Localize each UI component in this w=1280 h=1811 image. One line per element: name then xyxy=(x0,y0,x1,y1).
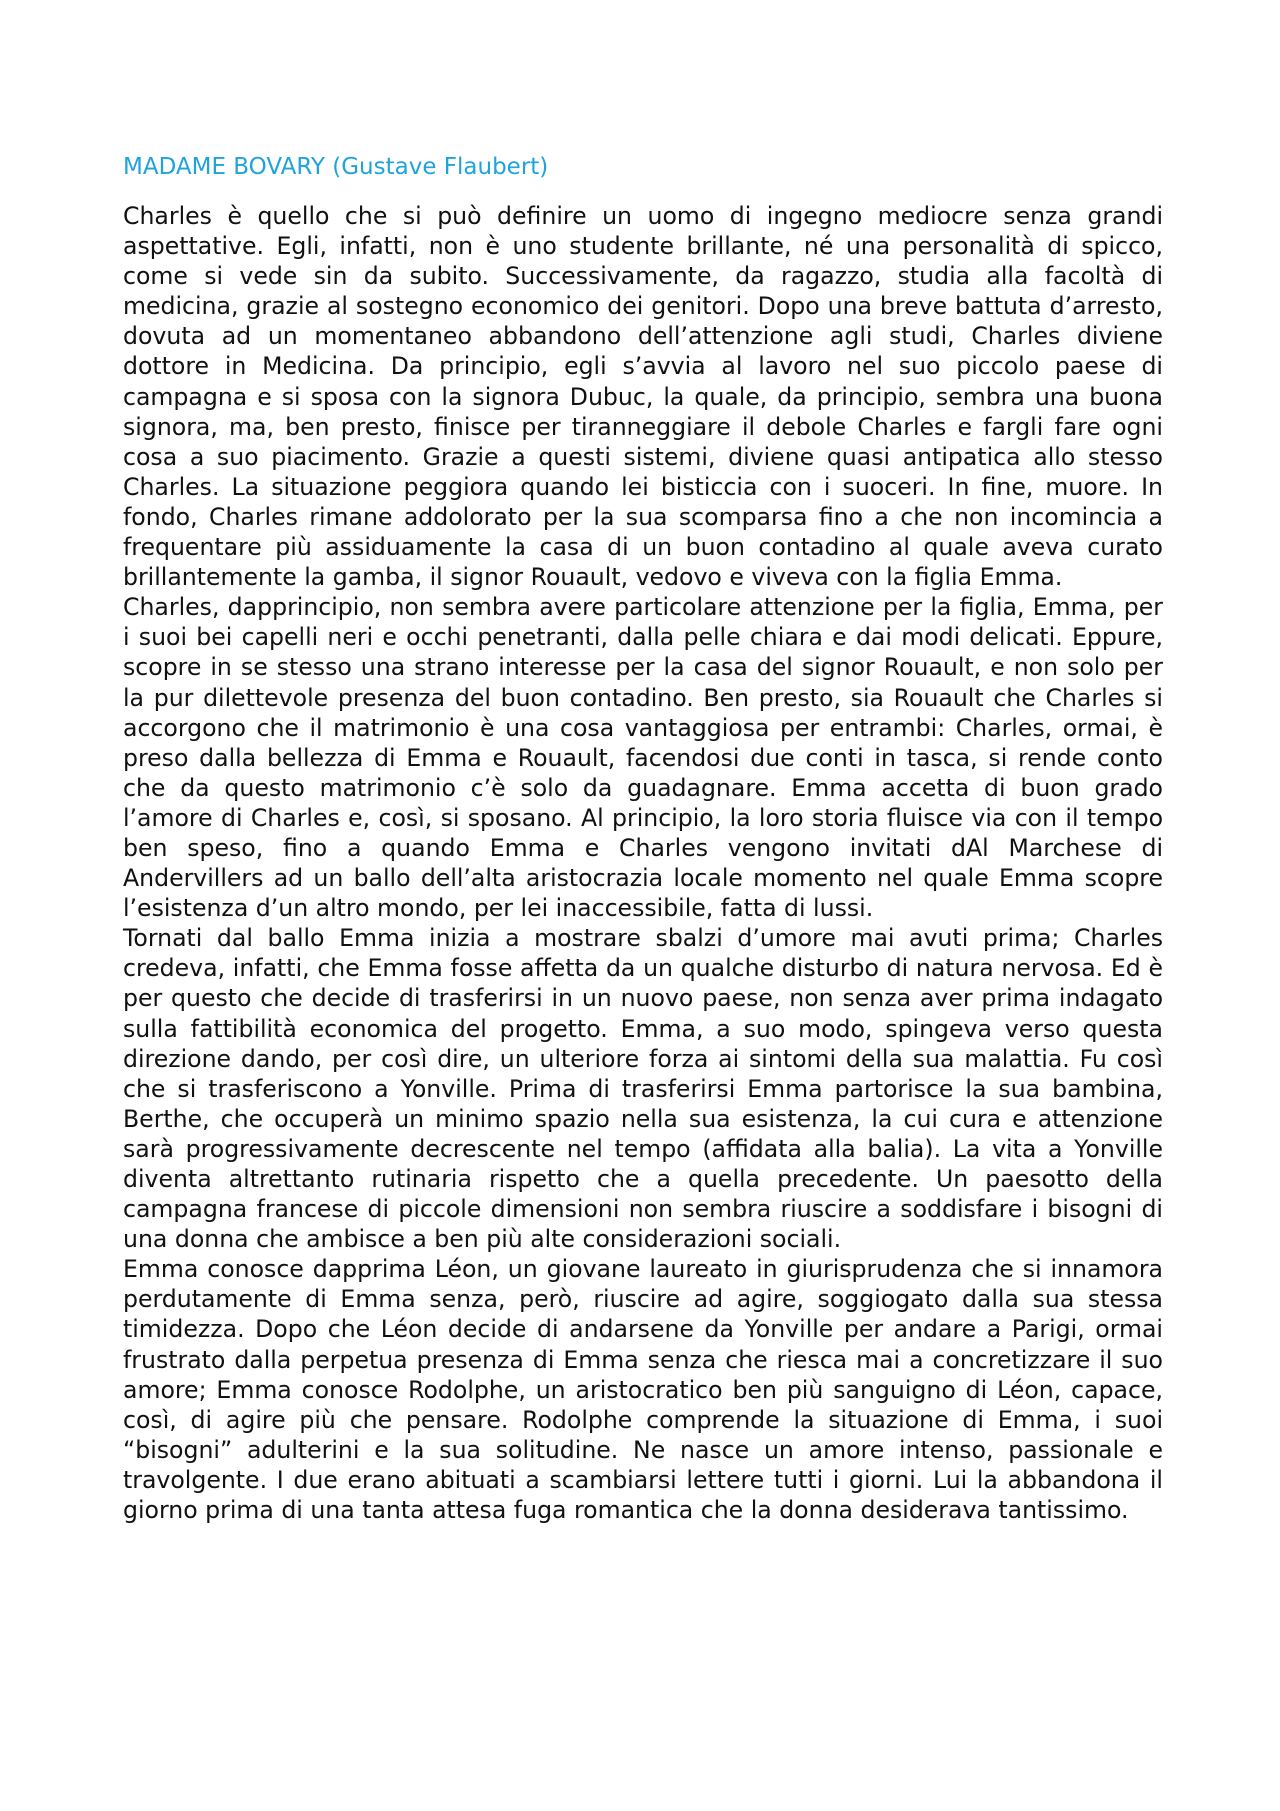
document-body xyxy=(123,201,1163,1525)
paragraph-charles-background: Charles è quello che si può definire un uomo di ingegno mediocre senza grandi aspettative. Egli, infatti, non è uno studente brillante, né una personalità di spicco, come si vede sin da subito. Successivamente, da ragazzo, studia alla facoltà di medicina, grazie al sostegno economico dei genitori. Dopo una breve battuta d’arresto, dovuta ad un momentaneo abbandono dell’attenzione agli studi, Charles diviene dottore in Medicina. Da principio, egli s’avvia al lavoro nel suo piccolo paese di campagna e si sposa con la signora Dubuc, la quale, da principio, sembra una buona signora, ma, ben presto, finisce per tiranneggiare il debole Charles e fargli fare ogni cosa a suo piacimento. Grazie a questi sistemi, diviene quasi antipatica allo stesso Charles. La situazione peggiora quando lei bisticcia con i suoceri. In fine, muore. In fondo, Charles rimane addolorato per la sua scomparsa fino a che non incomincia a frequentare più assiduamente la casa di un buon contadino al quale aveva curato brillantemente la gamba, il signor Rouault, vedovo e viveva con la figlia Emma. xyxy=(123,202,1163,592)
paragraph-yonville: Tornati dal ballo Emma inizia a mostrare sbalzi d’umore mai avuti prima; Charles credeva, infatti, che Emma fosse affetta da un qualche disturbo di natura nervosa. Ed è per questo che decide di trasferirsi in un nuovo paese, non senza aver prima indagato sulla fattibilità economica del progetto. Emma, a suo modo, spingeva verso questa direzione dando, per così dire, un ulteriore forza ai sintomi della sua malattia. Fu così che si trasferiscono a Yonville. Prima di trasferirsi Emma partorisce la sua bambina, Berthe, che occuperà un minimo spazio nella sua esistenza, la cui cura e attenzione sarà progressivamente decrescente nel tempo (affidata alla balia). La vita a Yonville diventa altrettanto rutinaria rispetto che a quella precedente. Un paesotto della campagna francese di piccole dimensioni non sembra riuscire a soddisfare i bisogni di una donna che ambisce a ben più alte considerazioni sociali. xyxy=(123,924,1163,1254)
paragraph-marriage-emma: Charles, dapprincipio, non sembra avere particolare attenzione per la figlia, Emma, per i suoi bei capelli neri e occhi penetranti, dalla pelle chiara e dai modi delicati. Eppure, scopre in se stesso una strano interesse per la casa del signor Rouault, e non solo per la pur dilettevole presenza del buon contadino. Ben presto, sia Rouault che Charles si accorgono che il matrimonio è una cosa vantaggiosa per entrambi: Charles, ormai, è preso dalla bellezza di Emma e Rouault, facendosi due conti in tasca, si rende conto che da questo matrimonio c’è solo da guadagnare. Emma accetta di buon grado l’amore di Charles e, così, si sposano. Al principio, la loro storia fluisce via con il tempo ben speso, fino a quando Emma e Charles vengono invitati dAl Marchese di Andervillers ad un ballo dell’alta aristocrazia locale momento nel quale Emma scopre l’esistenza d’un altro mondo, per lei inaccessibile, fatta di lussi. xyxy=(123,593,1163,923)
paragraph-leon-rodolphe: Emma conosce dapprima Léon, un giovane laureato in giurisprudenza che si innamora perdutamente di Emma senza, però, riuscire ad agire, soggiogato dalla sua stessa timidezza. Dopo che Léon decide di andarsene da Yonville per andare a Parigi, ormai frustrato dalla perpetua presenza di Emma senza che riesca mai a concretizzare il suo amore; Emma conosce Rodolphe, un aristocratico ben più sanguigno di Léon, capace, così, di agire più che pensare. Rodolphe comprende la situazione di Emma, i suoi “bisogni” adulterini e la sua solitudine. Ne nasce un amore intenso, passionale e travolgente. I due erano abituati a scambiarsi lettere tutti i giorni. Lui la abbandona il giorno prima di una tanta attesa fuga romantica che la donna desiderava tantissimo. xyxy=(123,1255,1163,1525)
document-title: MADAME BOVARY (Gustave Flaubert) xyxy=(123,154,549,180)
